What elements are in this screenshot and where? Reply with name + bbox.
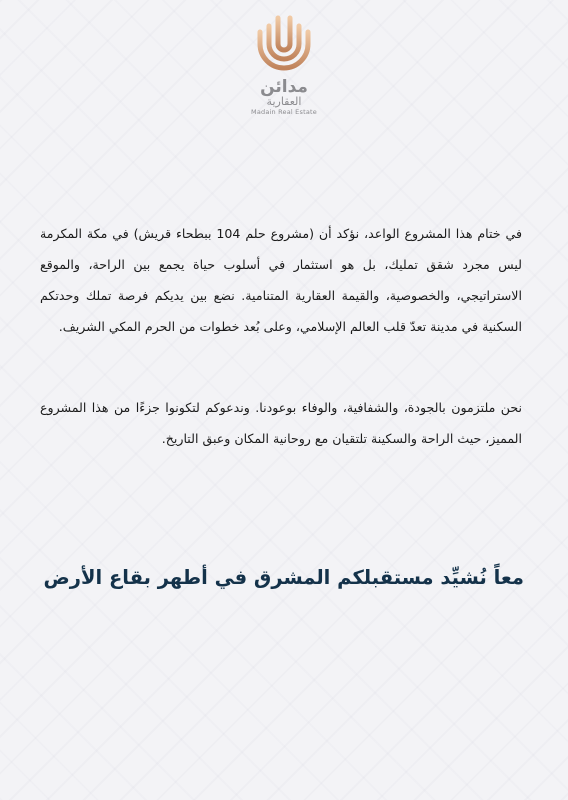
body-paragraph-2: نحن ملتزمون بالجودة، والشفافية، والوفاء بوعودنا. وندعوكم لتكونوا جزءًا من هذا المشروع المميز، حيث الراحة والسكينة تلتقيان مع روحانية المكان وعبق التاريخ. — [40, 400, 522, 446]
logo-name-ar: مدائن — [260, 77, 308, 97]
logo-name-en: Madain Real Estate — [251, 108, 317, 116]
closing-headline: معاً نُشيِّد مستقبلكم المشرق في أطهر بقاع الأرض — [43, 566, 524, 589]
logo-mark-icon — [256, 14, 312, 76]
body-paragraph-1: في ختام هذا المشروع الواعد، نؤكد أن (مشروع حلم 104 ببطحاء قريش) في مكة المكرمة ليس مجرد شقق تمليك، بل هو استثمار في أسلوب حياة يجمع بين الراحة، والموقع الاستراتيجي، والخصوصية، والقيمة العقارية المتنامية. نضع بين يديكم فرصة تملك وحدتكم السكنية في مدينة تعدّ قلب العالم الإسلامي، وعلى بُعد خطوات من الحرم المكي الشريف. — [40, 226, 522, 334]
company-logo — [234, 14, 334, 134]
logo-tagline-ar: العقارية — [266, 95, 302, 108]
